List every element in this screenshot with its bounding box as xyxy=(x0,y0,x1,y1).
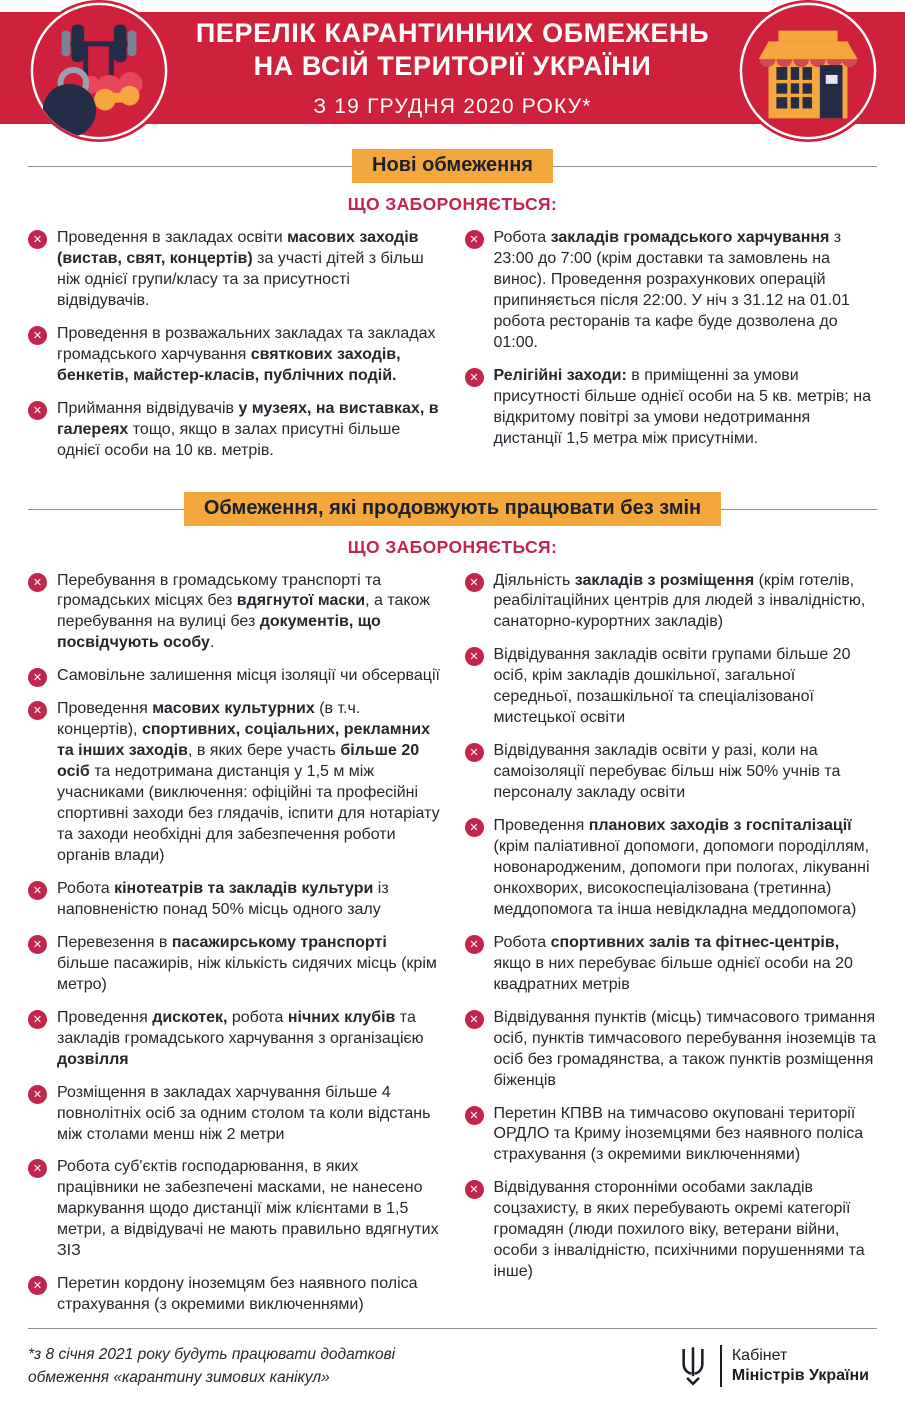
restriction-text: Перетин кордону іноземцям без наявного поліса страхування (з окремими виключеннями) xyxy=(57,1275,418,1314)
footer xyxy=(0,1328,905,1406)
restriction-item xyxy=(465,816,878,921)
restriction-item xyxy=(28,571,441,655)
header-titles xyxy=(196,17,709,119)
restriction-item xyxy=(465,228,878,354)
restriction-item xyxy=(28,1157,441,1262)
section-badge-row xyxy=(0,149,905,183)
prohibited-x-icon: ✕ xyxy=(28,1276,47,1295)
restriction-item xyxy=(28,879,441,921)
restriction-item xyxy=(465,1008,878,1092)
restriction-text: Відвідування пунктів (місць) тимчасового тримання осіб, пунктів тимчасового перебування іноземців та осіб без громадянства, а також пунктів розміщення біженців xyxy=(493,1008,877,1089)
prohibited-x-icon: ✕ xyxy=(28,1010,47,1029)
restriction-text: Проведення в закладах освіти масових заходів (вистав, свят, концертів) за участі дітей з більш ніж однієї групи/класу та за присутності відвідувачів. xyxy=(57,229,424,309)
storefront-icon xyxy=(735,0,881,144)
restriction-item xyxy=(465,933,878,996)
restrictions-column-left xyxy=(28,228,441,474)
government-logo xyxy=(676,1343,869,1389)
restriction-text: Самовільне залишення місця ізоляції чи обсервації xyxy=(57,667,440,685)
prohibited-x-icon: ✕ xyxy=(28,230,47,249)
prohibited-x-icon: ✕ xyxy=(28,935,47,954)
prohibited-x-icon: ✕ xyxy=(28,1085,47,1104)
restriction-item xyxy=(28,933,441,996)
prohibited-x-icon: ✕ xyxy=(465,1010,484,1029)
page-title-line1: ПЕРЕЛІК КАРАНТИННИХ ОБМЕЖЕНЬ xyxy=(195,17,710,48)
restriction-item xyxy=(28,228,441,312)
prohibited-x-icon: ✕ xyxy=(28,326,47,345)
restriction-text: Проведення планових заходів з госпіталізації (крім паліативної допомоги, допомоги породіллям, новонародженим, допомоги при пологах, лікуванні онкохворих, високоспеціалізована (третинна) меддопомога та інша невідкладна меддопомога) xyxy=(493,817,870,918)
restriction-item xyxy=(465,1104,878,1167)
restrictions-column-right xyxy=(465,228,878,474)
restriction-item xyxy=(28,324,441,387)
prohibited-heading: ЩО ЗАБОРОНЯЄТЬСЯ: xyxy=(347,536,558,557)
tryzub-trident-icon xyxy=(676,1343,710,1389)
restriction-item xyxy=(28,1083,441,1146)
restriction-text: Робота закладів громадського харчування з 23:00 до 7:00 (крім доставки та замовлень на винос). Проведення розрахункових операцій припиняється після 22:00. У ніч з 31.12 на 01.01 робота ресторанів та кафе буде дозволена до 01:00. xyxy=(493,229,850,351)
prohibited-x-icon: ✕ xyxy=(28,668,47,687)
footer-divider xyxy=(28,1328,877,1329)
restriction-text: Робота кінотеатрів та закладів культури із наповненістю понад 50% місць одного залу xyxy=(57,879,389,918)
section-new-restrictions xyxy=(0,124,905,474)
restriction-text: Відвідування закладів освіти групами більше 20 осіб, крім закладів дошкільної, загальної середньої, позашкільної та спеціалізованої мистецької освіти xyxy=(493,646,851,727)
prohibited-x-icon: ✕ xyxy=(465,647,484,666)
restrictions-columns xyxy=(0,571,905,1329)
restriction-item xyxy=(465,571,878,634)
restriction-text: Робота спортивних залів та фітнес-центрів, якщо в них перебуває більше однієї особи на 20 квадратних метрів xyxy=(493,933,853,993)
restrictions-column-left xyxy=(28,571,441,1329)
prohibited-x-icon: ✕ xyxy=(28,401,47,420)
restriction-text: Релігійні заходи: в приміщенні за умови присутності більше однієї особи на 5 кв. метрів; на відкритому повітрі за умови недотримання дистанції 1,5 метра між присутніми. xyxy=(493,366,871,447)
prohibited-x-icon: ✕ xyxy=(465,818,484,837)
page-title-line2: НА ВСІЙ ТЕРИТОРІЇ УКРАЇНИ xyxy=(253,50,652,81)
restriction-text: Відвідування закладів освіти у разі, коли на самоізоляції перебуває більш ніж 50% учнів та персоналу закладу освіти xyxy=(493,742,841,802)
prohibited-x-icon: ✕ xyxy=(28,881,47,900)
restriction-item xyxy=(28,399,441,462)
restriction-text: Діяльність закладів з розміщення (крім готелів, реабілітаційних центрів для людей з інвалідністю, санаторно-курортних закладів) xyxy=(493,571,866,631)
restriction-item xyxy=(465,366,878,450)
restriction-text: Перевезення в пасажирському транспорті більше пасажирів, ніж кількість сидячих місць (крім метро) xyxy=(57,933,437,993)
logo-separator xyxy=(720,1345,722,1387)
prohibited-x-icon: ✕ xyxy=(465,368,484,387)
prohibited-x-icon: ✕ xyxy=(28,573,47,592)
prohibited-x-icon: ✕ xyxy=(465,935,484,954)
prohibited-x-icon: ✕ xyxy=(465,1106,484,1125)
header-band xyxy=(0,12,905,124)
restriction-text: Перебування в громадському транспорті та громадських місцях без вдягнутої маски, а також перебування на вулиці без документів, що посвідчують особу. xyxy=(57,571,430,652)
restriction-item xyxy=(28,666,441,687)
restriction-item xyxy=(28,699,441,867)
restriction-text: Перетин КПВВ на тимчасово окуповані території ОРДЛО та Криму іноземцями без наявного поліса страхування (з окремими виключеннями) xyxy=(493,1104,864,1164)
logo-text-line1: Кабінет xyxy=(731,1347,788,1365)
page-subtitle: З 19 ГРУДНЯ 2020 РОКУ* xyxy=(313,94,592,118)
section-continuing-restrictions xyxy=(0,474,905,1329)
restriction-text: Робота суб'єктів господарювання, в яких працівники не забезпечені масками, не нанесено маркування щодо дистанції між клієнтами в 1,5 метри, а відвідувачі не мають правильно вдягнутих ЗІЗ xyxy=(57,1158,439,1260)
prohibited-x-icon: ✕ xyxy=(465,743,484,762)
prohibited-x-icon: ✕ xyxy=(465,230,484,249)
restriction-text: Приймання відвідувачів у музеях, на виставках, в галереях тощо, якщо в залах присутні більше однієї особи на 10 кв. метрів. xyxy=(57,399,439,459)
restriction-text: Проведення масових культурних (в т.ч. концертів), спортивних, соціальних, рекламних та інших заходів, в яких бере участь більше 20 осіб та недотримана дистанція у 1,5 м між учасниками (виключення: офіційні та професійні спортивні заходи без глядачів, іспити для нотаріату та заходи необхідні для забезпечення роботи органів влади) xyxy=(57,700,440,865)
prohibited-x-icon: ✕ xyxy=(28,701,47,720)
section-badge-row xyxy=(0,492,905,526)
restriction-text: Розміщення в закладах харчування більше 4 повнолітніх осіб за одним столом та коли відстань між столами менш ніж 2 метри xyxy=(57,1083,431,1143)
restriction-item xyxy=(465,741,878,804)
restriction-item xyxy=(28,1274,441,1316)
prohibited-heading: ЩО ЗАБОРОНЯЄТЬСЯ: xyxy=(347,194,558,214)
restrictions-columns xyxy=(0,228,905,474)
restriction-text: Проведення дискотек, робота нічних клубів та закладів громадського харчування з організацією дозвілля xyxy=(57,1008,424,1068)
gym-equipment-icon xyxy=(26,0,172,144)
logo-text-line2: Міністрів України xyxy=(731,1367,869,1385)
restriction-item xyxy=(28,1008,441,1071)
restriction-text: Відвідування сторонніми особами закладів соцзахисту, в яких перебувають окремі категорії громадян (люди похилого віку, ветерани війни, особи з інвалідністю, психічними порушеннями та інше) xyxy=(493,1179,865,1281)
restriction-text: Проведення в розважальних закладах та закладах громадського харчування святкових заходів, бенкетів, майстер-класів, публічних подій. xyxy=(57,324,436,384)
section-badge: Обмеження, які продовжують працювати без змін xyxy=(184,492,721,526)
logo-text xyxy=(732,1346,869,1386)
restrictions-column-right xyxy=(465,571,878,1329)
prohibited-x-icon: ✕ xyxy=(465,1180,484,1199)
restriction-item xyxy=(465,645,878,729)
restriction-item xyxy=(465,1178,878,1283)
prohibited-x-icon: ✕ xyxy=(465,573,484,592)
section-badge: Нові обмеження xyxy=(352,149,553,183)
prohibited-x-icon: ✕ xyxy=(28,1159,47,1178)
footnote: *з 8 січня 2021 року будуть працювати додаткові обмеження «карантину зимових канікул» xyxy=(28,1346,396,1387)
